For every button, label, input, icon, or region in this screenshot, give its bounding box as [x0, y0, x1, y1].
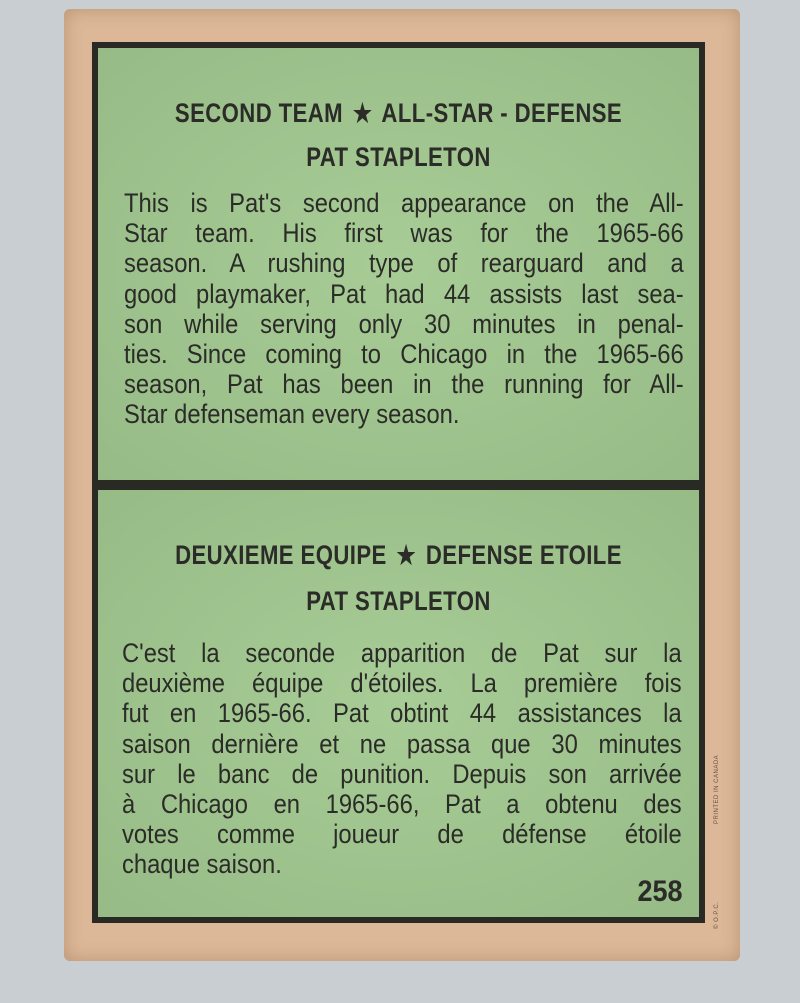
french-bio-line: deuxième équipe d'étoiles. La première fois [122, 668, 682, 699]
hockey-card-back [64, 9, 740, 961]
english-bio-line: son while serving only 30 minutes in penal- [124, 308, 684, 339]
english-bio-line: This is Pat's second appearance on the All- [124, 188, 684, 218]
english-bio-line: good playmaker, Pat had 44 assists last sea- [124, 278, 684, 309]
star-icon: ★ [396, 540, 417, 570]
french-bio [122, 638, 682, 880]
french-panel [98, 490, 699, 917]
french-title-right: DEFENSE ETOILE [425, 540, 622, 570]
english-bio [124, 188, 684, 430]
card-number: 258 [637, 875, 683, 908]
french-title [152, 540, 645, 571]
french-bio-line: saison dernière et ne passa que 30 minutes [122, 728, 682, 759]
english-player-name: PAT STAPLETON [306, 142, 491, 172]
french-bio-line: sur le banc de punition. Depuis son arrivée [122, 758, 682, 789]
french-bio-line: fut en 1965-66. Pat obtint 44 assistances la [122, 698, 682, 729]
french-title-left: DEUXIEME EQUIPE [175, 540, 387, 570]
french-player-name: PAT STAPLETON [306, 586, 491, 616]
english-title-left: SECOND TEAM [174, 98, 344, 128]
french-bio-line: chaque saison. [122, 849, 282, 880]
english-panel [98, 48, 699, 480]
english-title-right: ALL-STAR - DEFENSE [381, 98, 623, 128]
printed-in-canada: PRINTED IN CANADA [714, 754, 720, 824]
star-icon: ★ [352, 98, 373, 128]
english-bio-line: Star defenseman every season. [124, 399, 460, 430]
english-bio-line: Star team. His first was for the 1965-66 [124, 218, 684, 249]
card-frame [92, 42, 705, 923]
english-bio-line: season. A rushing type of rearguard and a [124, 248, 684, 279]
english-title [152, 98, 645, 129]
english-bio-line: ties. Since coming to Chicago in the 1965-66 [124, 339, 684, 370]
english-bio-line: season, Pat has been in the running for All- [124, 369, 684, 400]
french-bio-line: votes comme joueur de défense étoile [122, 819, 682, 850]
french-bio-line: à Chicago en 1965-66, Pat a obtenu des [122, 789, 682, 820]
french-bio-line: C'est la seconde apparition de Pat sur la [122, 638, 682, 668]
copyright-mark: © O.P.C. [714, 901, 720, 929]
